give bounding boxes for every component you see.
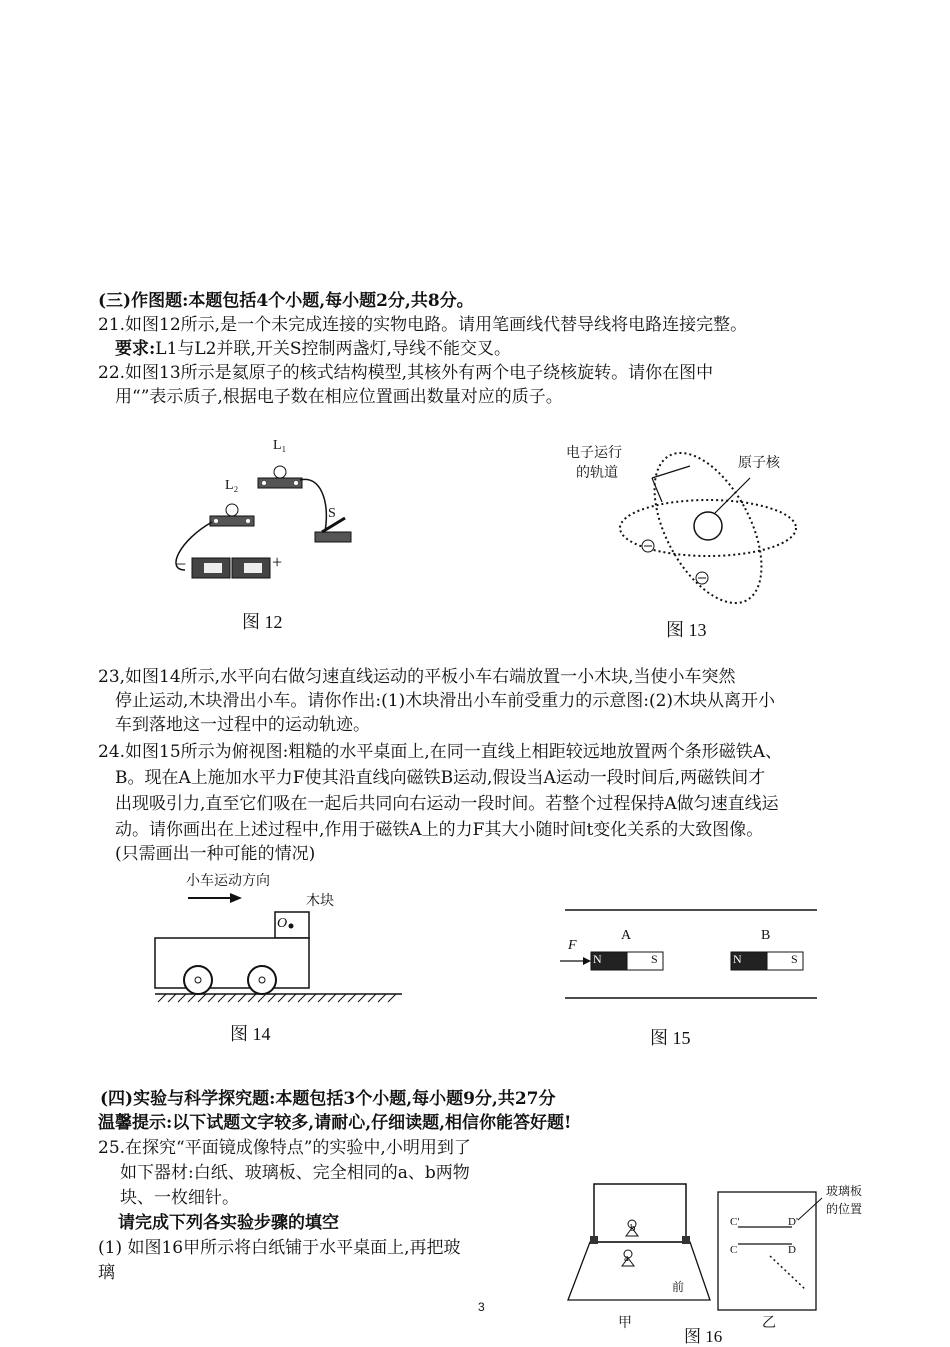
q21-requirement	[115, 337, 511, 361]
glass-position-label-line2: 的位置	[826, 1202, 863, 1216]
orbit-label-line2: 的轨道	[576, 466, 618, 481]
q25-line1: 25.在探究“平面镜成像特点”的实验中,小明用到了	[98, 1138, 471, 1158]
front-label: 前	[672, 1280, 685, 1294]
figure-13	[560, 438, 810, 640]
q23-line3: 车到落地这一过程中的运动轨迹。	[115, 715, 370, 735]
section4-heading: (四)实验与科学探究题:本题包括3个小题,每小题9分,共27分	[100, 1089, 556, 1109]
cart-diagram	[150, 868, 410, 1018]
q21-line1: 21.如图12所示,是一个未完成连接的实物电路。请用笔画线代替导线将电路连接完整。	[98, 315, 748, 335]
q21-req-text: L1与L2并联,开关S控制两盏灯,导线不能交叉。	[155, 339, 511, 359]
block-label: 木块	[306, 894, 334, 909]
figure-16	[560, 1172, 880, 1346]
section4-tip: 温馨提示:以下试题文字较多,请耐心,仔细读题,相信你能答好题!	[98, 1113, 572, 1133]
object-b-label: b	[630, 1222, 636, 1234]
q24-line3: 出现吸引力,直至它们吸在一起后共同向右运动一段时间。若整个过程保持A做匀速直线运	[115, 794, 779, 814]
q23-line1: 23,如图14所示,水平向右做匀速直线运动的平板小车右端放置一小木块,当使小车突然	[98, 667, 736, 687]
figure-13-caption: 图 13	[666, 620, 707, 640]
nucleus-label: 原子核	[738, 456, 780, 471]
magnet-a-s: S	[651, 952, 658, 966]
q25-subheading: 请完成下列各实验步骤的填空	[118, 1213, 339, 1233]
jia-label: 甲	[618, 1316, 632, 1331]
label-s: S	[328, 506, 336, 521]
figure-15-caption: 图 15	[650, 1028, 691, 1048]
q22-line2: 用“”表示质子,根据电子数在相应位置画出数量对应的质子。	[115, 387, 563, 407]
magnet-a-n: N	[593, 952, 602, 966]
object-a-label: a	[624, 1252, 629, 1264]
q25-line2: 如下器材:白纸、玻璃板、完全相同的a、b两物	[120, 1163, 470, 1183]
magnet-b-label: B	[761, 928, 771, 943]
direction-label: 小车运动方向	[186, 874, 270, 889]
q24-line4: 动。请你画出在上述过程中,作用于磁铁A上的力F其大小随时间t变化关系的大致图像。	[115, 820, 764, 840]
yi-label: 乙	[762, 1316, 776, 1331]
figure-14-caption: 图 14	[230, 1024, 271, 1044]
label-l2: L₂	[225, 478, 239, 493]
q24-line5: (只需画出一种可能的情况)	[115, 844, 316, 864]
force-f-label: F	[568, 938, 577, 953]
section3-heading: (三)作图题:本题包括4个小题,每小题2分,共8分。	[98, 291, 474, 311]
c-label: C	[730, 1244, 738, 1256]
q22-line1: 22.如图13所示是氦原子的核式结构模型,其核外有两个电子绕核旋转。请你在图中	[98, 363, 714, 383]
circuit-diagram	[160, 430, 380, 610]
q23-line2: 停止运动,木块滑出小车。请你作出:(1)木块滑出小车前受重力的示意图:(2)木块从离开小	[115, 691, 776, 711]
q21-req-label: 要求:	[115, 339, 156, 359]
label-minus: −	[176, 554, 187, 574]
magnet-b-n: N	[733, 952, 742, 966]
orbit-label-line1: 电子运行	[566, 446, 622, 461]
label-plus: +	[272, 552, 283, 572]
q24-line2: B。现在A上施加水平力F使其沿直线向磁铁B运动,假设当A运动一段时间后,两磁铁间才	[115, 768, 766, 788]
d-prime-label: D'	[788, 1216, 798, 1228]
q25-step1-line2: 璃	[98, 1263, 115, 1283]
label-l1: L₁	[273, 438, 287, 453]
q25-step1-line1: (1) 如图16甲所示将白纸铺于水平桌面上,再把玻	[98, 1238, 461, 1258]
point-o-label: O	[277, 916, 288, 931]
figure-16-caption: 图 16	[684, 1327, 723, 1346]
q25-line3: 块、一枚细针。	[120, 1188, 239, 1208]
magnet-a-label: A	[621, 928, 632, 943]
d-label: D	[788, 1244, 796, 1256]
figure-14	[150, 868, 410, 1044]
page-number: 3	[478, 1300, 485, 1314]
c-prime-label: C'	[730, 1216, 740, 1228]
figure-15	[555, 902, 825, 1048]
figure-12-caption: 图 12	[242, 612, 283, 632]
figure-12	[160, 430, 380, 632]
glass-position-label-line1: 玻璃板	[826, 1184, 863, 1198]
magnet-b-s: S	[791, 952, 798, 966]
q24-line1: 24.如图15所示为俯视图:粗糙的水平桌面上,在同一直线上相距较远地放置两个条形磁铁A、	[98, 742, 783, 762]
